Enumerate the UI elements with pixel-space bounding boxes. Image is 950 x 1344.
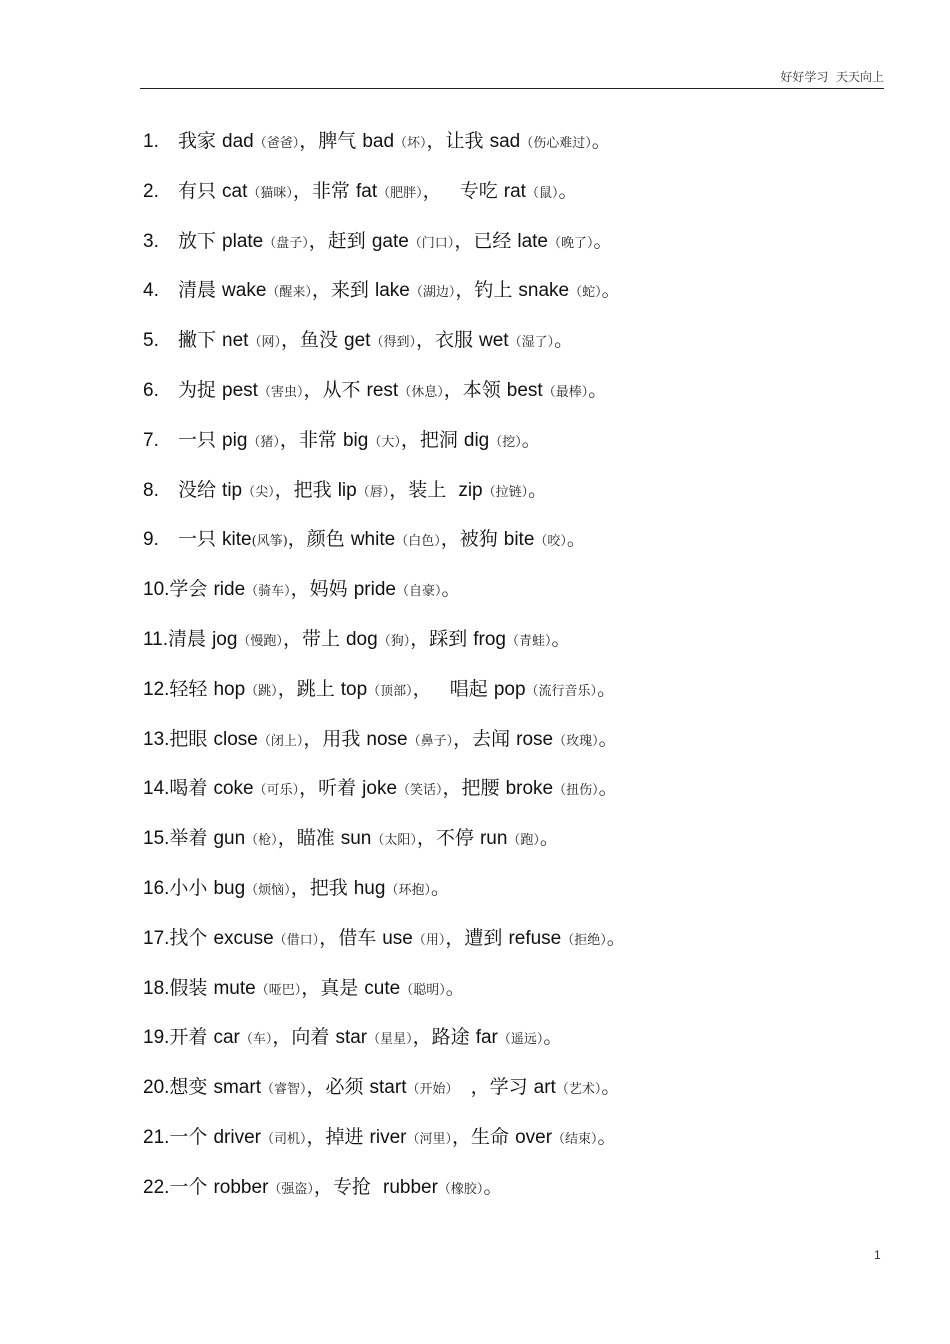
line-number: 1. [143, 131, 159, 152]
english-word: bad [362, 131, 395, 152]
word-meaning: （遥远） [497, 1032, 544, 1048]
word-meaning: （车） [239, 1032, 273, 1048]
chinese-text: ，被狗 [440, 528, 504, 551]
line-number: 21. [143, 1126, 170, 1148]
rhyme-line [143, 274, 903, 324]
english-word: robber [213, 1176, 269, 1198]
rhyme-line [143, 723, 903, 773]
rhyme-line [143, 424, 903, 474]
rhyme-line [143, 523, 903, 573]
line-number: 2. [143, 180, 159, 202]
word-meaning: （睿智） [260, 1082, 307, 1098]
english-word: lip [337, 479, 357, 501]
line-number: 12. [143, 678, 170, 700]
english-word: get [344, 330, 371, 352]
chinese-text: 。 [554, 329, 574, 352]
word-meaning: （爸爸） [253, 136, 300, 151]
chinese-text: 。 [483, 1175, 503, 1198]
chinese-text: ，装上 [389, 478, 459, 501]
chinese-text: 。 [588, 378, 608, 401]
word-meaning: （鼠） [525, 185, 559, 201]
english-word: tip [222, 479, 243, 501]
chinese-text: 开着 [169, 1026, 214, 1049]
chinese-text: 。 [601, 279, 621, 302]
rhyme-line [143, 1071, 903, 1121]
chinese-text: 一个 [169, 1125, 214, 1148]
rhyme-line [143, 922, 903, 972]
rhyme-line [143, 374, 903, 424]
word-meaning: （烦恼） [245, 882, 291, 898]
line-number: 20. [143, 1077, 170, 1099]
rhyme-line [143, 474, 903, 524]
chinese-text: 。 [539, 827, 559, 850]
chinese-text: ，带上 [282, 627, 346, 650]
chinese-text: ，把洞 [400, 428, 464, 451]
chinese-text: 找个 [169, 926, 214, 949]
word-meaning: （盘子） [263, 235, 309, 251]
rhyme-line [143, 175, 903, 225]
chinese-text: 想变 [169, 1076, 214, 1099]
chinese-text: ，把我 [290, 876, 354, 899]
english-word: pest [222, 379, 258, 401]
chinese-text: 清晨 [168, 627, 213, 650]
word-meaning: （坏） [394, 136, 427, 151]
word-meaning: （休息） [398, 384, 444, 400]
english-word: wet [479, 330, 509, 352]
word-meaning: （扭伤） [553, 783, 599, 799]
rhyme-line [143, 573, 903, 623]
chinese-text: ，非常 [279, 428, 343, 451]
chinese-text: ， 唱起 [412, 677, 494, 700]
word-meaning: （晚了） [548, 235, 594, 251]
chinese-text: 。 [551, 627, 571, 650]
chinese-text: 。 [430, 876, 450, 899]
word-meaning: （挖） [489, 434, 522, 450]
chinese-text: ，向着 [272, 1026, 336, 1049]
rhyme-line [143, 1171, 903, 1221]
chinese-text: ，把我 [274, 478, 338, 501]
chinese-text: 。 [593, 229, 613, 252]
word-meaning: （河里） [406, 1131, 453, 1147]
chinese-text: 。 [591, 130, 611, 152]
rhyme-line [143, 1121, 903, 1171]
line-number: 16. [143, 877, 170, 899]
page-number: 1 [874, 1248, 881, 1262]
chinese-text: 一个 [169, 1175, 214, 1198]
line-number: 10. [143, 579, 170, 601]
english-word: coke [213, 778, 254, 800]
english-word: dad [222, 131, 254, 152]
word-meaning: （拒绝） [561, 932, 607, 948]
word-meaning: （哑巴） [255, 982, 302, 998]
word-meaning: （顶部） [367, 683, 413, 699]
chinese-text: ，赶到 [308, 229, 372, 252]
chinese-text: ，已经 [454, 229, 518, 252]
english-word: dig [463, 429, 490, 451]
chinese-text: ，听着 [299, 777, 363, 800]
english-word: start [369, 1077, 407, 1099]
chinese-text: ，学习 [458, 1076, 534, 1099]
word-meaning: （唇） [356, 484, 390, 500]
english-word: net [222, 330, 249, 352]
english-word: sun [340, 828, 372, 850]
word-meaning: （伤心难过） [520, 136, 592, 151]
english-word: refuse [508, 927, 562, 949]
line-number: 9. [143, 529, 159, 551]
word-meaning: （白色） [395, 534, 441, 550]
english-word: pig [222, 429, 248, 451]
word-meaning: （大） [368, 434, 401, 450]
line-number: 3. [143, 230, 159, 252]
line-number: 5. [143, 330, 159, 352]
english-word: pop [493, 678, 526, 700]
chinese-text: 清晨 [178, 279, 223, 302]
chinese-text: 有只 [178, 179, 223, 202]
rhyme-line [143, 125, 903, 175]
word-meaning: （强盗） [268, 1181, 314, 1197]
english-word: smart [213, 1077, 261, 1099]
word-meaning: （借口） [273, 932, 320, 948]
chinese-text: ，去闻 [453, 727, 517, 750]
rhyme-line [143, 1021, 903, 1071]
chinese-text: ，钓上 [455, 279, 519, 302]
english-word: bug [213, 877, 246, 899]
chinese-text: 喝着 [169, 777, 214, 800]
english-word: ride [213, 579, 246, 601]
english-word: rubber [383, 1176, 438, 1198]
line-number: 18. [143, 977, 170, 999]
word-meaning: （门口） [408, 235, 455, 251]
english-word: mute [213, 977, 256, 999]
chinese-text: 。 [597, 1125, 617, 1148]
english-word: rat [503, 180, 526, 202]
english-word: gate [371, 230, 409, 252]
english-word: kite [222, 529, 252, 551]
word-meaning: （害虫） [257, 384, 304, 400]
english-word: cat [222, 180, 248, 202]
word-meaning: （慢跑） [237, 633, 283, 649]
english-word: top [340, 678, 368, 700]
chinese-text: 小小 [169, 876, 214, 899]
chinese-text: ，专抢 [313, 1175, 383, 1198]
chinese-text: 轻轻 [169, 677, 214, 700]
line-number: 4. [143, 280, 159, 302]
chinese-text: ，瞄准 [277, 827, 341, 850]
word-meaning: （尖） [242, 484, 275, 500]
word-meaning: （流行音乐） [525, 683, 598, 699]
english-word: gun [213, 828, 246, 850]
chinese-text: 。 [521, 428, 541, 451]
chinese-text: 撇下 [178, 329, 223, 352]
word-meaning: （狗） [377, 633, 411, 649]
chinese-text: ，用我 [303, 727, 367, 750]
word-meaning: （橡胶） [437, 1181, 484, 1197]
chinese-text: ，把腰 [442, 777, 506, 800]
word-meaning: （用） [412, 932, 446, 948]
rhyme-line [143, 872, 903, 922]
english-word: lake [374, 280, 410, 302]
word-meaning: （司机） [260, 1131, 307, 1147]
word-meaning: （咬） [534, 534, 567, 550]
chinese-text: 。 [441, 578, 461, 601]
english-word: best [506, 379, 543, 401]
chinese-text: 。 [598, 727, 618, 750]
rhyme-line [143, 324, 903, 374]
word-meaning: （醒来） [266, 285, 312, 301]
chinese-text: 。 [606, 926, 626, 949]
english-word: snake [518, 280, 570, 302]
chinese-text: ，不停 [416, 827, 480, 850]
rhyme-line [143, 822, 903, 872]
line-number: 11. [143, 628, 169, 650]
chinese-text: 。 [528, 478, 548, 501]
chinese-text: 。 [558, 179, 578, 202]
english-word: nose [366, 728, 408, 750]
english-word: use [382, 927, 413, 949]
english-word: joke [362, 778, 398, 800]
page-header [140, 66, 884, 89]
word-meaning: （笑话） [397, 783, 443, 799]
line-number: 6. [143, 379, 159, 401]
english-word: car [213, 1027, 240, 1049]
word-meaning: （玫瑰） [553, 733, 599, 749]
line-number: 7. [143, 429, 159, 451]
word-meaning: （聪明） [400, 982, 446, 998]
rhyme-list [143, 125, 903, 1221]
rhyme-line [143, 772, 903, 822]
chinese-text: ， 专吃 [422, 179, 504, 202]
word-meaning: （闭上） [257, 733, 304, 749]
word-meaning: （青蛙） [506, 633, 552, 649]
chinese-text: ，生命 [452, 1125, 516, 1148]
english-word: white [350, 529, 396, 551]
chinese-text: ，鱼没 [280, 329, 345, 352]
word-meaning: （跳） [245, 683, 278, 699]
english-word: rose [516, 728, 554, 750]
english-word: art [533, 1077, 556, 1099]
chinese-text: 。 [543, 1026, 563, 1049]
chinese-text: 假装 [169, 976, 214, 999]
chinese-text: 为捉 [178, 378, 223, 401]
word-meaning: （湖边） [409, 285, 456, 301]
word-meaning: （湿了） [508, 335, 555, 351]
word-meaning: （鼻子） [407, 733, 454, 749]
english-word: cute [364, 977, 401, 999]
english-word: river [369, 1126, 407, 1148]
english-word: star [335, 1027, 368, 1049]
chinese-text: 一只 [178, 428, 223, 451]
english-word: hop [213, 678, 246, 700]
word-meaning: （最棒） [542, 384, 589, 400]
english-word: frog [473, 628, 506, 650]
english-word: big [342, 429, 369, 451]
chinese-text: 没给 [178, 478, 223, 501]
english-word: wake [222, 280, 267, 302]
english-word: broke [505, 778, 554, 800]
chinese-text: ，非常 [292, 179, 356, 202]
english-word: run [479, 828, 508, 850]
word-meaning: （拉链） [482, 484, 529, 500]
chinese-text: ，真是 [301, 976, 365, 999]
word-meaning: （猫咪） [247, 185, 293, 201]
chinese-text: ，踩到 [410, 627, 474, 650]
line-number: 8. [143, 479, 159, 501]
rhyme-line [143, 972, 903, 1022]
word-meaning: （枪） [245, 833, 278, 849]
chinese-text: ，本领 [443, 378, 507, 401]
chinese-text: ，衣服 [415, 329, 480, 352]
rhyme-line [143, 623, 903, 673]
word-meaning: （环抱） [385, 882, 431, 898]
chinese-text: 我家 [178, 130, 223, 152]
word-meaning: （开始） [406, 1082, 459, 1098]
chinese-text: 放下 [178, 229, 223, 252]
english-word: driver [213, 1126, 261, 1148]
header-text: 好好学习 天天向上 [780, 70, 884, 84]
chinese-text: 一只 [178, 528, 223, 551]
english-word: close [213, 728, 258, 750]
word-meaning: （猪） [247, 434, 280, 450]
word-meaning: （结束） [552, 1131, 598, 1147]
chinese-text: ，遭到 [445, 926, 509, 949]
english-word: bite [503, 529, 535, 551]
line-number: 17. [143, 927, 170, 949]
word-meaning: （蛇） [569, 285, 602, 301]
chinese-text: 把眼 [169, 727, 214, 750]
chinese-text: 。 [601, 1076, 621, 1099]
word-meaning: （肥胖） [377, 185, 423, 201]
word-meaning: （艺术） [555, 1082, 602, 1098]
chinese-text: ，掉进 [306, 1125, 370, 1148]
chinese-text: ，跳上 [277, 677, 341, 700]
word-meaning: （星星） [367, 1032, 413, 1048]
word-meaning: （网） [248, 335, 281, 351]
chinese-text: ，颜色 [287, 528, 351, 551]
word-meaning: （得到） [370, 335, 416, 351]
word-meaning: (风筝) [251, 534, 288, 550]
english-word: over [515, 1126, 553, 1148]
chinese-text: 举着 [169, 827, 214, 850]
chinese-text: ，妈妈 [290, 578, 354, 601]
rhyme-line [143, 225, 903, 275]
chinese-text: 。 [566, 528, 586, 551]
word-meaning: （骑车） [245, 584, 291, 600]
english-word: jog [212, 628, 238, 650]
chinese-text: ，路途 [412, 1026, 476, 1049]
chinese-text: 学会 [169, 578, 214, 601]
line-number: 13. [143, 728, 170, 750]
chinese-text: ，来到 [311, 279, 375, 302]
english-word: pride [353, 579, 396, 601]
chinese-text: 。 [597, 677, 617, 700]
chinese-text: 。 [445, 976, 465, 999]
english-word: rest [366, 379, 399, 401]
chinese-text: ，让我 [426, 130, 490, 152]
chinese-text: 。 [598, 777, 618, 800]
english-word: hug [353, 877, 386, 899]
chinese-text: ，借车 [319, 926, 383, 949]
english-word: sad [489, 131, 521, 152]
english-word: zip [458, 479, 483, 501]
word-meaning: （可乐） [253, 783, 300, 799]
chinese-text: ，脾气 [299, 130, 363, 152]
english-word: plate [222, 230, 264, 252]
line-number: 14. [143, 778, 170, 800]
line-number: 22. [143, 1176, 170, 1198]
word-meaning: （太阳） [371, 833, 417, 849]
english-word: fat [355, 180, 378, 202]
word-meaning: （自豪） [395, 584, 442, 600]
english-word: far [475, 1027, 498, 1049]
line-number: 15. [143, 828, 170, 850]
english-word: excuse [213, 927, 274, 949]
english-word: late [517, 230, 548, 252]
rhyme-line [143, 673, 903, 723]
english-word: dog [345, 628, 378, 650]
word-meaning: （跑） [507, 833, 540, 849]
chinese-text: ，必须 [306, 1076, 370, 1099]
line-number: 19. [143, 1027, 170, 1049]
chinese-text: ，从不 [303, 378, 367, 401]
